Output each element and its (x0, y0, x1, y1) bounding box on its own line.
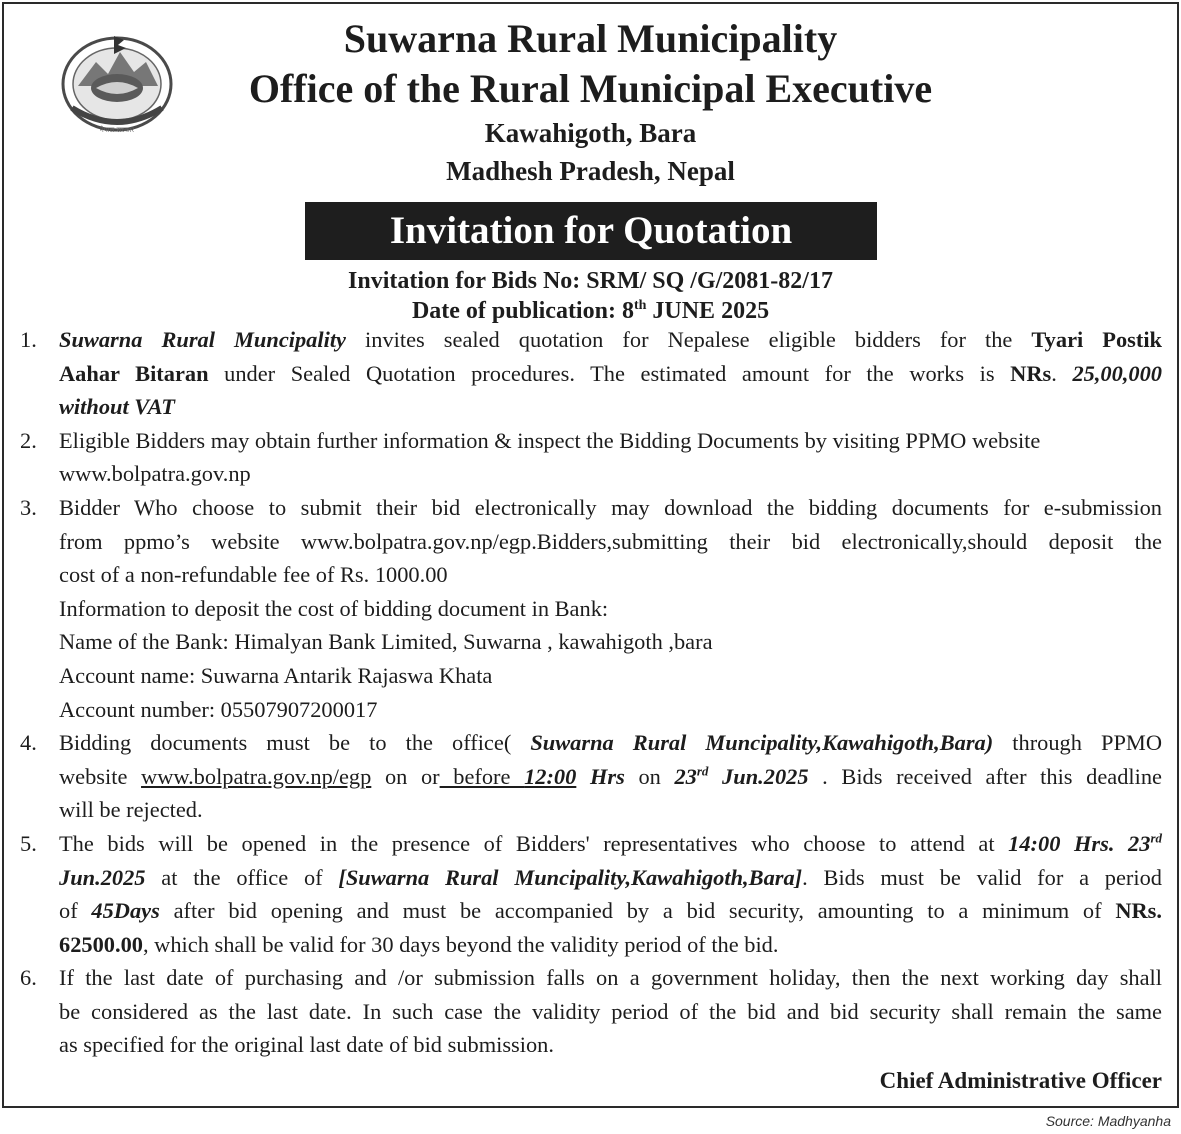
address-line-1: Kawahigoth, Bara (484, 118, 697, 148)
office-name: Office of the Rural Municipal Executive (248, 66, 933, 111)
list-item: 1. Suwarna Rural Muncipality invites sealed quotation for Nepalese eligible bidders for the Tyari Postik Aahar Bitaran under Sealed Quotation procedures. The estimated amount for the works is NRs. 25,00,000 without VAT (20, 323, 1162, 424)
clause-number: 3. (20, 494, 37, 520)
clause-number: 1. (20, 327, 37, 352)
account-name: Account name: Suwarna Antarik Rajaswa Khata (59, 662, 493, 688)
bolpatra-website-link[interactable]: www.bolpatra.gov.np (59, 461, 251, 487)
clause-number: 5. (20, 830, 37, 856)
clause-number: 4. (20, 730, 37, 756)
clause-number: 2. (20, 427, 37, 453)
notice-header (0, 14, 1181, 190)
publication-date: Date of publication: 8th JUNE 2025 (411, 298, 770, 324)
list-item: 6. If the last date of purchasing and /or submission falls on a government holiday, then the next working day shall be considered as the last date. In such case the validity period of the bid and bid security shall remain the same as specified for the original last date of bid submission. (20, 961, 1162, 1062)
signature-title: Chief Administrative Officer (879, 1068, 1162, 1093)
notice-title-banner: Invitation for Quotation (305, 202, 877, 260)
org-name: Suwarna Rural Municipality (343, 16, 838, 61)
bid-number: Invitation for Bids No: SRM/ SQ /G/2081-82/17 (348, 268, 833, 294)
notice-meta (0, 266, 1181, 326)
list-item: 2. Eligible Bidders may obtain further information & inspect the Bidding Documents by visiting PPMO website www.bolpatra.gov.np (20, 424, 1162, 491)
list-item: 3. Bidder Who choose to submit their bid electronically may download the bidding documents for e-submission from ppmo’s website www.bolpatra.gov.np/egp.Bidders,submitting their bid electronically,should deposit the cost of a non-refundable fee of Rs. 1000.00 Information to deposit the cost of bidding document in Bank: Name of the Bank: Himalyan Bank Limited, Suwarna , kawahigoth ,bara Account name: Suwarna Antarik Rajaswa Khata Account number: 05507907200017 (20, 491, 1162, 726)
notice-clauses (20, 323, 1162, 1062)
bank-name: Name of the Bank: Himalyan Bank Limited, Suwarna , kawahigoth ,bara (59, 629, 713, 655)
address-line-2: Madhesh Pradesh, Nepal (446, 156, 735, 186)
egp-website-link[interactable]: www.bolpatra.gov.np/egp (141, 763, 372, 789)
emblem-ring-text: नेपाल सरकार (99, 126, 135, 134)
list-item: 5. The bids will be opened in the presence of Bidders' representatives who choose to attend at 14:00 Hrs. 23rd Jun.2025 at the office of [Suwarna Rural Muncipality,Kawahigoth,Bara]. Bids must be valid for a period of 45Days after bid opening and must be accompanied by a bid security, amounting to a minimum of NRs. 62500.00, which shall be valid for 30 days beyond the validity period of the bid. (20, 827, 1162, 961)
list-item: 4. Bidding documents must be to the office( Suwarna Rural Muncipality,Kawahigoth,Bara) through PPMO website www.bolpatra.gov.np/egp on or before 12:00 Hrs on 23rd Jun.2025 . Bids received after this deadline will be rejected. (20, 726, 1162, 827)
account-number: Account number: 05507907200017 (59, 696, 378, 722)
clause-number: 6. (20, 965, 37, 991)
source-credit: Source: Madhyanha (1045, 1113, 1171, 1129)
